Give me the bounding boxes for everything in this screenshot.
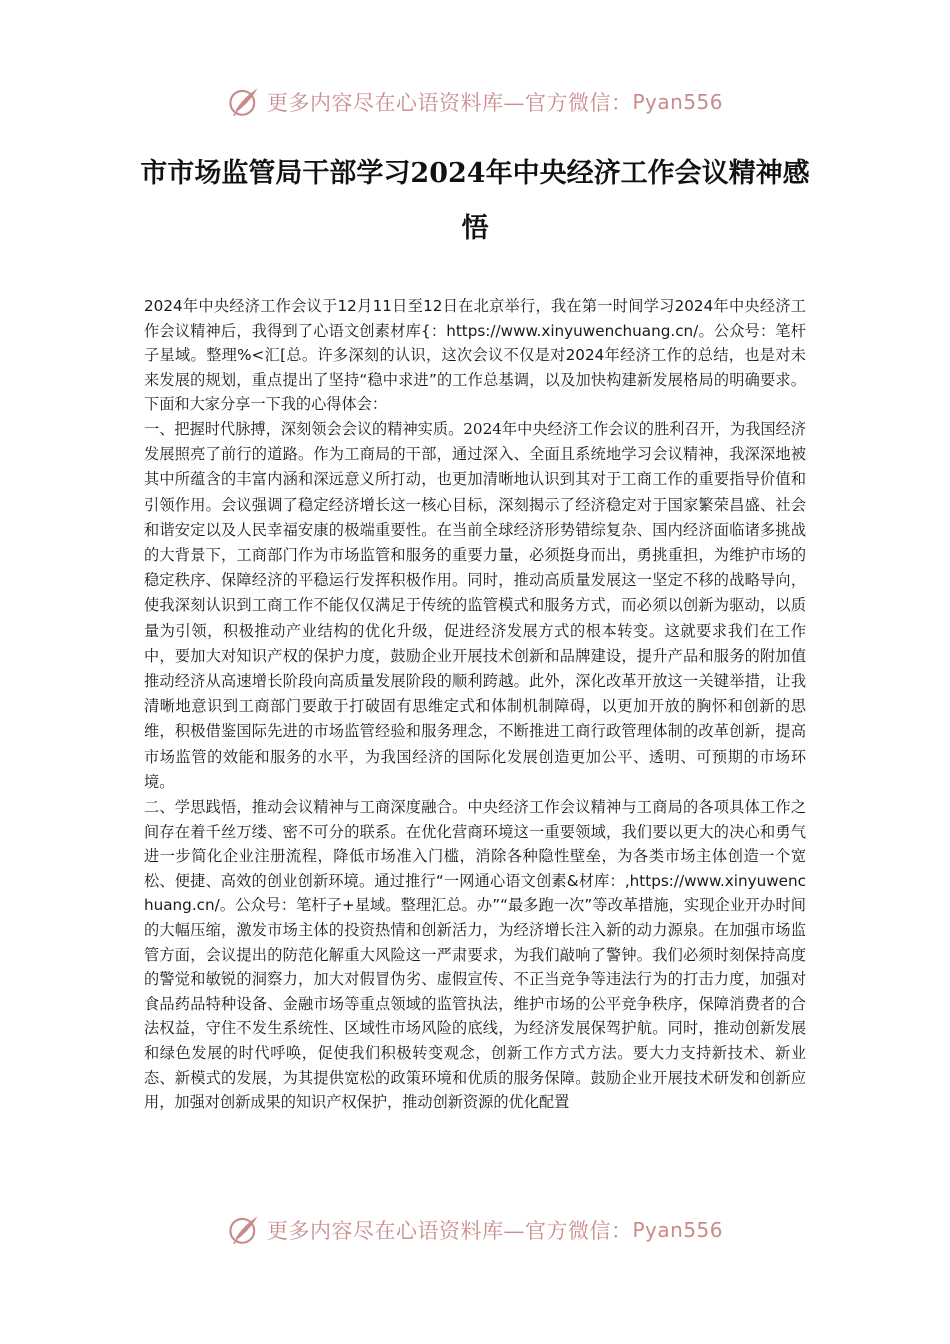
footer-watermark-banner [0, 1210, 950, 1250]
header-watermark-banner [0, 82, 950, 122]
intro-paragraph: 2024年中央经济工作会议于12月11日至12日在北京举行，我在第一时间学习2024年中央经济工作会议精神后，我得到了心语文创素材库{：https://www.xinyuwenchuang.cn/。公众号：笔杆子星域。整理%<汇[总。许多深刻的认识，这次会议不仅是对2024年经济工作的总结，也是对未来发展的规划，重点提出了坚持“稳中求进”的工作总基调，以及加快构建新发展格局的明确要求。下面和大家分享一下我的心得体会： [144, 297, 806, 414]
quill-logo-icon [227, 85, 261, 119]
banner-wechat-id: Pyan556 [632, 1218, 723, 1242]
quill-logo-icon [227, 1213, 261, 1247]
section-one-paragraph: 一、把握时代脉搏，深刻领会会议的精神实质。2024年中央经济工作会议的胜利召开，为我国经济发展照亮了前行的道路。作为工商局的干部，通过深入、全面且系统地学习会议精神，我深深地被其中所蕴含的丰富内涵和深远意义所打动，也更加清晰地认识到其对于工商工作的重要指导价值和引领作用。会议强调了稳定经济增长这一核心目标，深刻揭示了经济稳定对于国家繁荣昌盛、社会和谐安定以及人民幸福安康的极端重要性。在当前全球经济形势错综复杂、国内经济面临诸多挑战的大背景下，工商部门作为市场监管和服务的重要力量，必须挺身而出，勇挑重担，为维护市场的稳定秩序、保障经济的平稳运行发挥积极作用。同时，推动高质量发展这一坚定不移的战略导向，使我深刻认识到工商工作不能仅仅满足于传统的监管模式和服务方式，而必须以创新为驱动，以质量为引领，积极推动产业结构的优化升级，促进经济发展方式的根本转变。这就要求我们在工作中，要加大对知识产权的保护力度，鼓励企业开展技术创新和品牌建设，提升产品和服务的附加值推动经济从高速增长阶段向高质量发展阶段的顺利跨越。此外，深化改革开放这一关键举措，让我清晰地意识到工商部门要敢于打破固有思维定式和体制机制障碍，以更加开放的胸怀和创新的思维，积极借鉴国际先进的市场监管经验和服务理念，不断推进工商行政管理体制的改革创新，提高市场监管的效能和服务的水平，为我国经济的国际化发展创造更加公平、透明、可预期的市场环境。 [144, 419, 806, 791]
document-body [144, 294, 806, 1115]
document-title: 市市场监管局干部学习2024年中央经济工作会议精神感悟 [140, 158, 810, 244]
section-two-paragraph: 二、学思践悟，推动会议精神与工商深度融合。中央经济工作会议精神与工商局的各项具体工作之间存在着千丝万缕、密不可分的联系。在优化营商环境这一重要领域，我们要以更大的决心和勇气进一步简化企业注册流程，降低市场准入门槛，消除各种隐性壁垒，为各类市场主体创造一个宽松、便捷、高效的创业创新环境。通过推行“一网通心语文创素&材库：,https://www.xinyuwenchuang.cn/。公众号：笔杆子+星域。整理汇总。办”“最多跑一次”等改革措施，实现企业开办时间的大幅压缩，激发市场主体的投资热情和创新活力，为经济增长注入新的动力源泉。在加强市场监管方面，会议提出的防范化解重大风险这一严肃要求，为我们敲响了警钟。我们必须时刻保持高度的警觉和敏锐的洞察力，加大对假冒伪劣、虚假宣传、不正当竞争等违法行为的打击力度，加强对食品药品特种设备、金融市场等重点领域的监管执法，维护市场的公平竞争秩序，保障消费者的合法权益，守住不发生系统性、区域性市场风险的底线，为经济发展保驾护航。同时，推动创新发展和绿色发展的时代呼唤，促使我们积极转变观念，创新工作方式方法。要大力支持新技术、新业态、新模式的发展，为其提供宽松的政策环境和优质的服务保障。鼓励企业开展技术研发和创新应用，加强对创新成果的知识产权保护，推动创新资源的优化配置 [144, 798, 806, 1112]
banner-text: 更多内容尽在心语资料库—官方微信： [266, 91, 633, 115]
banner-wechat-id: Pyan556 [632, 90, 723, 114]
banner-text: 更多内容尽在心语资料库—官方微信： [266, 1219, 633, 1243]
